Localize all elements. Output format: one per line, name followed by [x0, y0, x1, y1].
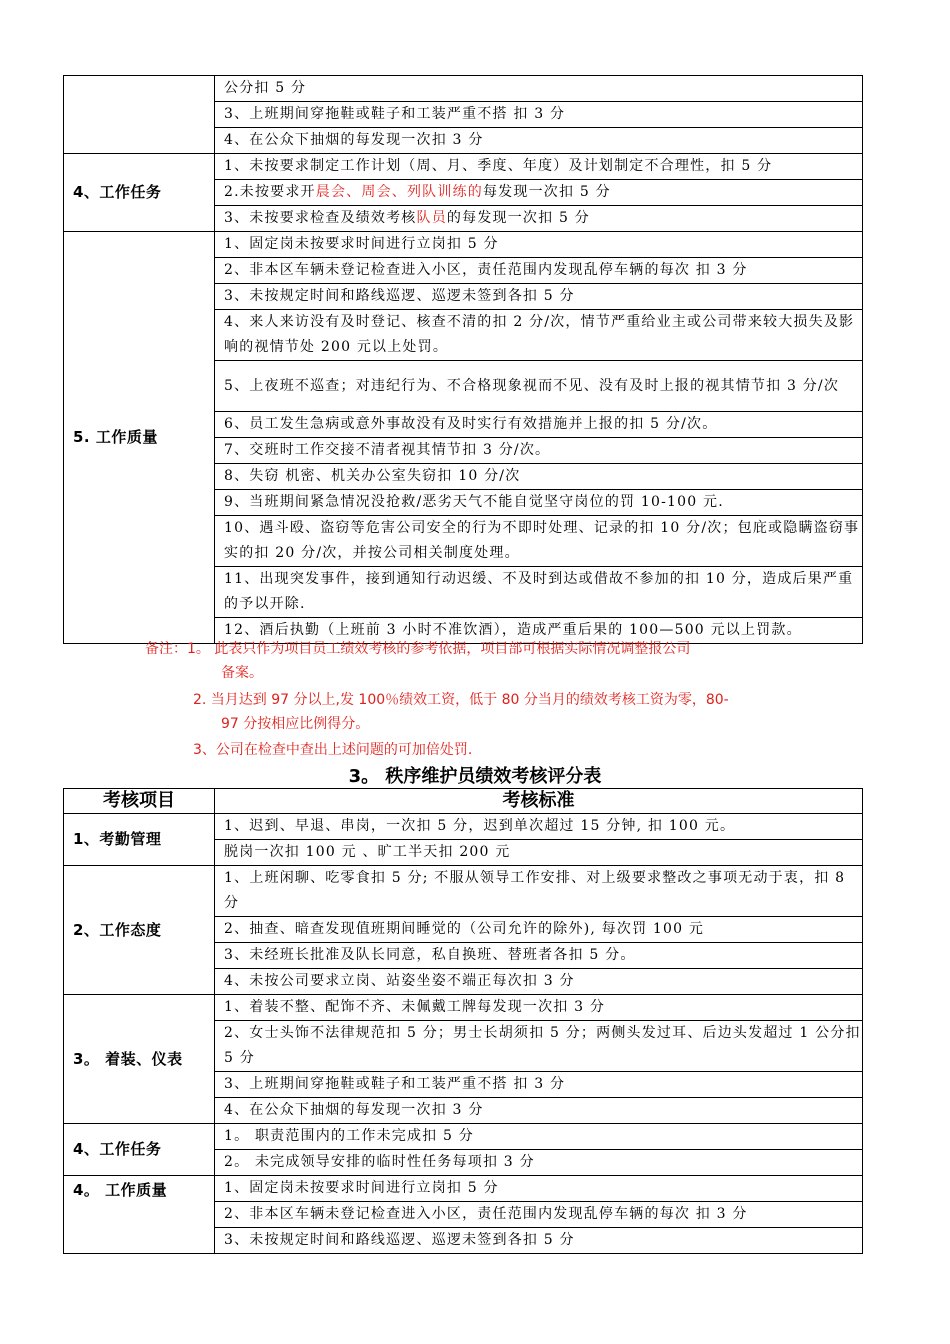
criteria-cell: 3、未按规定时间和路线巡逻、巡逻未签到各扣 5 分 — [215, 284, 863, 310]
criteria-text: 2.未按要求开 — [224, 184, 316, 200]
highlight-text: 晨会、周会、列队训练的 — [315, 184, 483, 200]
remark-3: 3、公司在检查中查出上述问题的可加倍处罚. — [193, 742, 473, 758]
criteria-cell: 3、未按规定时间和路线巡逻、巡逻未签到各扣 5 分 — [215, 1228, 863, 1254]
criteria-cell: 3、未经班长批准及队长同意，私自换班、替班者各扣 5 分。 — [215, 943, 863, 969]
order-maintenance-assessment-table — [63, 788, 863, 1254]
criteria-cell: 1、固定岗未按要求时间进行立岗扣 5 分 — [215, 232, 863, 258]
criteria-cell: 脱岗一次扣 100 元 、旷工半天扣 200 元 — [215, 840, 863, 866]
criteria-cell: 2、抽查、暗查发现值班期间睡觉的（公司允许的除外), 每次罚 100 元 — [215, 917, 863, 943]
criteria-cell: 2、女士头饰不法律规范扣 5 分；男士长胡须扣 5 分；两侧头发过耳、后边头发超过 1 公分扣 5 分 — [215, 1021, 863, 1072]
assessment-table-continued — [63, 75, 863, 644]
criteria-cell: 2。 未完成领导安排的临时性任务每项扣 3 分 — [215, 1150, 863, 1176]
criteria-cell: 4、在公众下抽烟的每发现一次扣 3 分 — [215, 1098, 863, 1124]
criteria-cell: 1、上班闲聊、吃零食扣 5 分; 不服从领导工作安排、对上级要求整改之事项无动于衷，扣 8 分 — [215, 866, 863, 917]
category-dress-appearance: 3。 着装、仪表 — [64, 995, 215, 1124]
criteria-cell: 8、失窃 机密、机关办公室失窃扣 10 分/次 — [215, 464, 863, 490]
criteria-cell — [215, 206, 863, 232]
criteria-cell: 2、非本区车辆未登记检查进入小区，责任范围内发现乱停车辆的每次 扣 3 分 — [215, 258, 863, 284]
criteria-cell: 3、上班期间穿拖鞋或鞋子和工装严重不搭 扣 3 分 — [215, 1072, 863, 1098]
criteria-cell: 1、未按要求制定工作计划（周、月、季度、年度）及计划制定不合理性，扣 5 分 — [215, 154, 863, 180]
remark-1-continued: 备案。 — [221, 665, 263, 681]
criteria-cell: 4、未按公司要求立岗、站姿坐姿不端正每次扣 3 分 — [215, 969, 863, 995]
category-cell-empty — [64, 76, 215, 154]
criteria-cell: 5、上夜班不巡查；对违纪行为、不合格现象视而不见、没有及时上报的视其情节扣 3 分/次 — [215, 361, 863, 412]
criteria-cell: 1。 职责范围内的工作未完成扣 5 分 — [215, 1124, 863, 1150]
header-assessment-item: 考核项目 — [64, 789, 215, 814]
category-attendance: 1、考勤管理 — [64, 814, 215, 866]
remark-1: 备注：1。 此表只作为项目员工绩效考核的参考依据，项目部可根据实际情况调整报公司 — [145, 641, 691, 657]
criteria-cell: 9、当班期间紧急情况没抢救/恶劣天气不能自觉坚守岗位的罚 10-100 元. — [215, 490, 863, 516]
criteria-cell: 12、酒后执勤（上班前 3 小时不准饮酒），造成严重后果的 100—500 元以上罚款。 — [215, 618, 863, 644]
criteria-cell: 11、出现突发事件，接到通知行动迟缓、不及时到达或借故不参加的扣 10 分，造成后果严重的予以开除. — [215, 567, 863, 618]
criteria-text: 3、未按要求检查及绩效考核 — [224, 210, 417, 226]
criteria-cell: 10、遇斗殴、盗窃等危害公司安全的行为不即时处理、记录的扣 10 分/次；包庇或隐瞒盗窃事实的扣 20 分/次，并按公司相关制度处理。 — [215, 516, 863, 567]
remark-2: 2. 当月达到 97 分以上,发 100％绩效工资，低于 80 分当月的绩效考核工资为零，80- — [193, 692, 729, 708]
criteria-cell: 1、固定岗未按要求时间进行立岗扣 5 分 — [215, 1176, 863, 1202]
criteria-cell: 4、来人来访没有及时登记、核查不清的扣 2 分/次，情节严重给业主或公司带来较大损失及影响的视情节处 200 元以上处罚。 — [215, 310, 863, 361]
criteria-cell: 7、交班时工作交接不清者视其情节扣 3 分/次。 — [215, 438, 863, 464]
criteria-text: 的每发现一次扣 5 分 — [446, 210, 590, 226]
remark-2-continued: 97 分按相应比例得分。 — [221, 716, 370, 732]
criteria-cell: 2、非本区车辆未登记检查进入小区，责任范围内发现乱停车辆的每次 扣 3 分 — [215, 1202, 863, 1228]
highlight-text: 队员 — [416, 210, 447, 226]
criteria-cell: 公分扣 5 分 — [215, 76, 863, 102]
criteria-cell: 4、在公众下抽烟的每发现一次扣 3 分 — [215, 128, 863, 154]
section-title: 3。 秩序维护员绩效考核评分表 — [348, 766, 602, 787]
category-work-quality: 5. 工作质量 — [64, 232, 215, 644]
criteria-text: 每发现一次扣 5 分 — [482, 184, 611, 200]
criteria-cell: 3、上班期间穿拖鞋或鞋子和工装严重不搭 扣 3 分 — [215, 102, 863, 128]
category-attitude: 2、工作态度 — [64, 866, 215, 995]
category-work-task: 4、工作任务 — [64, 1124, 215, 1176]
criteria-cell: 1、着装不整、配饰不齐、未佩戴工牌每发现一次扣 3 分 — [215, 995, 863, 1021]
criteria-cell: 6、员工发生急病或意外事故没有及时实行有效措施并上报的扣 5 分/次。 — [215, 412, 863, 438]
criteria-cell: 1、迟到、早退、串岗，一次扣 5 分，迟到单次超过 15 分钟, 扣 100 元。 — [215, 814, 863, 840]
header-assessment-standard: 考核标准 — [215, 789, 863, 814]
category-work-task: 4、工作任务 — [64, 154, 215, 232]
criteria-cell — [215, 180, 863, 206]
category-work-quality: 4。 工作质量 — [64, 1176, 215, 1254]
